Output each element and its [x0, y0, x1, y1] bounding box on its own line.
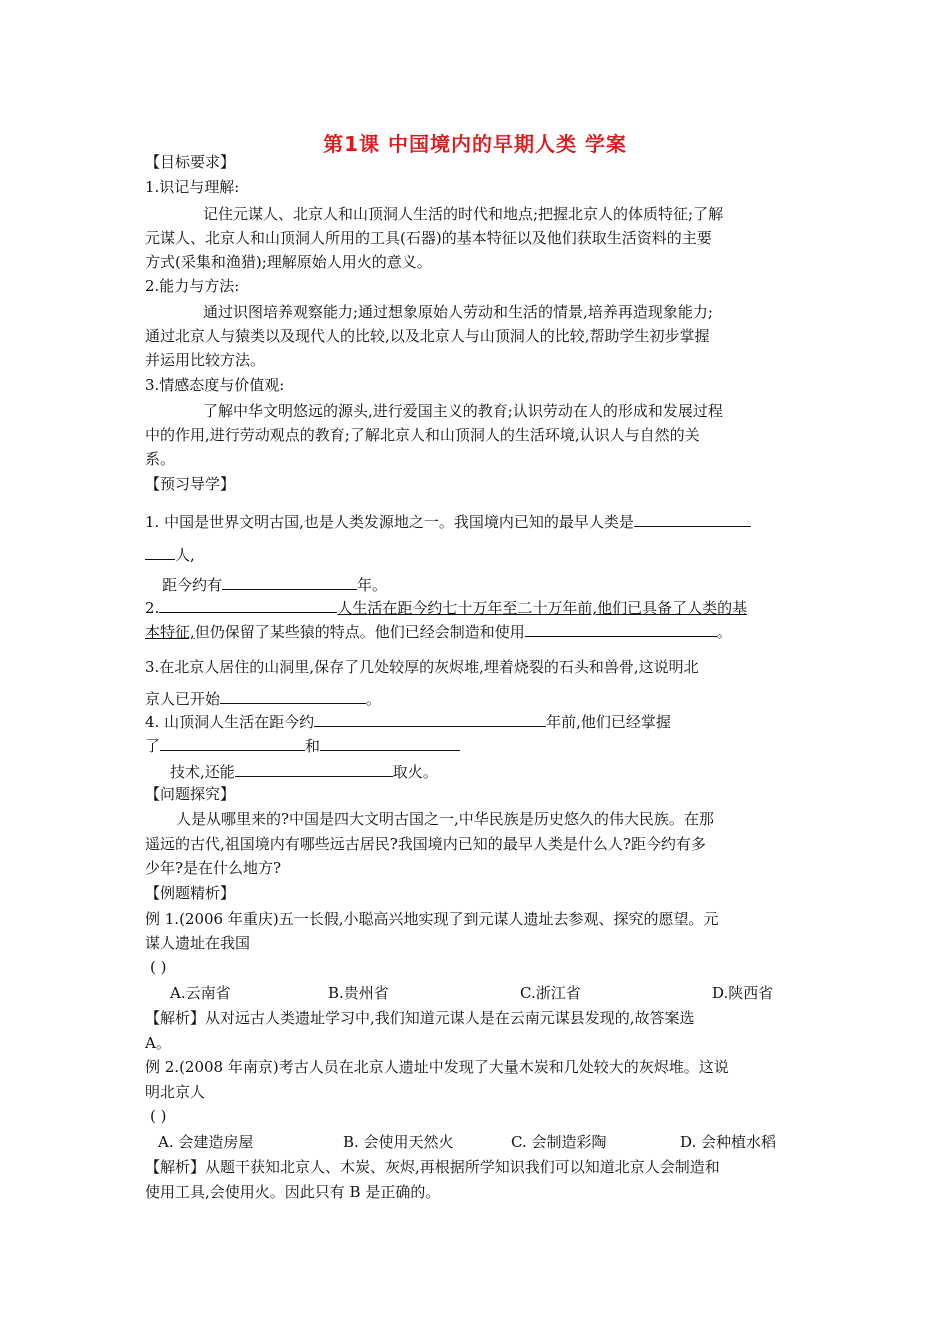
goal-3-text: 中的作用,进行劳动观点的教育;了解北京人和山顶洞人的生活环境,认识人与自然的关	[145, 426, 700, 444]
question-number: 2.	[145, 599, 160, 617]
goal-1-text: 记住元谋人、北京人和山顶洞人生活的时代和地点;把握北京人的体质特征;了解	[203, 205, 724, 223]
preview-question-1	[145, 511, 751, 532]
example-1-text: 例 1.(2006 年重庆)五一长假,小聪高兴地实现了到元谋人遗址去参观、探究的愿望。元	[145, 910, 719, 928]
option-d: D.陕西省	[712, 984, 774, 1002]
fill-blank[interactable]	[314, 711, 546, 727]
question-text: 年前,他们已经掌握	[546, 713, 671, 731]
example-2-text: 明北京人	[145, 1083, 206, 1101]
example-2-analysis: 使用工具,会使用火。因此只有 B 是正确的。	[145, 1183, 441, 1201]
question-text: 了	[145, 737, 161, 755]
preview-question-1-cont	[145, 544, 195, 565]
goal-2-text: 并运用比较方法。	[145, 351, 266, 369]
question-text: 取火。	[392, 763, 438, 781]
question-text: 距今约有	[162, 576, 223, 594]
question-text: 人生活在距今约七十万年至二十万年前,他们已具备了人类的基	[337, 599, 748, 617]
preview-question-4-cont	[170, 761, 438, 782]
question-text: 本特征,	[145, 623, 195, 641]
option-a: A.云南省	[170, 984, 231, 1002]
option-b: B. 会使用天然火	[343, 1133, 454, 1151]
goal-2-text: 通过识图培养观察能力;通过想象原始人劳动和生活的情景,培养再造现象能力;	[203, 303, 713, 321]
fill-blank[interactable]	[634, 511, 751, 527]
goal-1-text: 元谋人、北京人和山顶洞人所用的工具(石器)的基本特征以及他们获取生活资料的主要	[145, 229, 712, 247]
fill-blank[interactable]	[145, 544, 175, 560]
answer-bracket: ( )	[150, 1107, 167, 1125]
preview-question-3: 3.在北京人居住的山洞里,保存了几处较厚的灰烬堆,埋着烧裂的石头和兽骨,这说明北	[145, 658, 699, 676]
fill-blank[interactable]	[160, 735, 305, 751]
preview-question-1-cont	[162, 574, 387, 595]
preview-question-4-cont	[145, 735, 460, 756]
goal-3-text: 系。	[145, 450, 176, 468]
question-text: 1. 中国是世界文明古国,也是人类发源地之一。我国境内已知的最早人类是	[145, 513, 634, 531]
explore-text: 遥远的古代,祖国境内有哪些远古居民?我国境内已知的最早人类是什么人?距今约有多	[145, 835, 706, 853]
answer-bracket: ( )	[150, 958, 167, 976]
example-1-analysis: A。	[145, 1034, 171, 1052]
explore-text: 人是从哪里来的?中国是四大文明古国之一,中华民族是历史悠久的伟大民族。在那	[176, 810, 714, 828]
page-title: 第1课 中国境内的早期人类 学案	[323, 132, 627, 156]
fill-blank[interactable]	[222, 574, 357, 590]
preview-question-2-cont	[145, 621, 732, 642]
example-1-text: 谋人遗址在我国	[145, 934, 251, 952]
goal-2-heading: 2.能力与方法:	[145, 277, 240, 295]
example-1-analysis: 【解析】从对远古人类遗址学习中,我们知道元谋人是在云南元谋县发现的,故答案选	[145, 1009, 695, 1027]
section-preview-heading: 【预习导学】	[145, 475, 236, 493]
goal-3-heading: 3.情感态度与价值观:	[145, 376, 285, 394]
option-c: C.浙江省	[520, 984, 581, 1002]
fill-blank[interactable]	[320, 735, 460, 751]
question-text: 和	[305, 737, 321, 755]
goal-1-text: 方式(采集和渔猎);理解原始人用火的意义。	[145, 253, 432, 271]
question-text: 。	[366, 690, 382, 708]
example-2-analysis: 【解析】从题干获知北京人、木炭、灰烬,再根据所学知识我们可以知道北京人会制造和	[145, 1158, 720, 1176]
question-text: 京人已开始	[145, 690, 221, 708]
question-text: 。	[716, 623, 732, 641]
section-examples-heading: 【例题精析】	[145, 884, 236, 902]
question-text: 但仍保留了某些猿的特点。他们已经会制造和使用	[194, 623, 525, 641]
question-text: 人,	[175, 546, 195, 564]
fill-blank[interactable]	[525, 621, 717, 637]
fill-blank[interactable]	[220, 688, 366, 704]
example-2-text: 例 2.(2008 年南京)考古人员在北京人遗址中发现了大量木炭和几处较大的灰烬堆。这说	[145, 1058, 729, 1076]
question-text: 技术,还能	[170, 763, 235, 781]
fill-blank[interactable]	[235, 761, 393, 777]
preview-question-3-cont	[145, 688, 381, 709]
option-b: B.贵州省	[328, 984, 389, 1002]
question-text: 年。	[357, 576, 388, 594]
option-a: A. 会建造房屋	[158, 1133, 254, 1151]
option-c: C. 会制造彩陶	[511, 1133, 607, 1151]
goal-2-text: 通过北京人与猿类以及现代人的比较,以及北京人与山顶洞人的比较,帮助学生初步掌握	[145, 327, 710, 345]
option-d: D. 会种植水稻	[680, 1133, 777, 1151]
preview-question-4	[145, 711, 671, 732]
fill-blank[interactable]	[159, 597, 337, 613]
question-text: 4. 山顶洞人生活在距今约	[145, 713, 315, 731]
section-explore-heading: 【问题探究】	[145, 785, 236, 803]
goal-1-heading: 1.识记与理解:	[145, 178, 240, 196]
goal-3-text: 了解中华文明悠远的源头,进行爱国主义的教育;认识劳动在人的形成和发展过程	[203, 402, 723, 420]
explore-text: 少年?是在什么地方?	[145, 859, 282, 877]
preview-question-2	[145, 597, 747, 618]
section-goals-heading: 【目标要求】	[145, 153, 236, 171]
